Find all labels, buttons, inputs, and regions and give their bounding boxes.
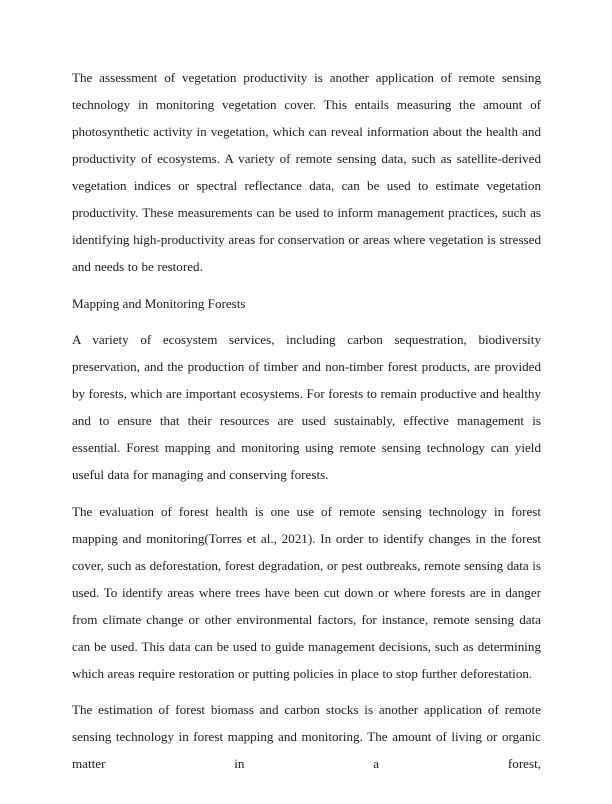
- document-text-body: [72, 64, 541, 804]
- paragraph-forest-biomass-carbon-stocks: The estimation of forest biomass and carbon stocks is another application of remote sensing technology in forest mapping and monitoring. The amount of living or organic matter in a forest,: [72, 702, 541, 771]
- paragraph-vegetation-productivity: The assessment of vegetation productivity is another application of remote sensing technology in monitoring vegetation cover. This entails measuring the amount of photosynthetic activity in vegetation, which can reveal information about the health and productivity of ecosystems. A variety of remote sensing data, such as satellite-derived vegetation indices or spectral reflectance data, can be used to estimate vegetation productivity. These measurements can be used to inform management practices, such as identifying high-productivity areas for conservation or areas where vegetation is stressed and needs to be restored.: [72, 70, 541, 274]
- paragraph-forest-health-evaluation: The evaluation of forest health is one use of remote sensing technology in forest mapping and monitoring(Torres et al., 2021). In order to identify changes in the forest cover, such as deforestation, forest degradation, or pest outbreaks, remote sensing data is used. To identify areas where trees have been cut down or where forests are in danger from climate change or other environmental factors, for instance, remote sensing data can be used. This data can be used to guide management decisions, such as determining which areas require restoration or putting policies in place to stop further deforestation.: [72, 503, 541, 681]
- heading-mapping-and-monitoring-forests: Mapping and Monitoring Forests: [72, 295, 246, 311]
- paragraph-ecosystem-services: A variety of ecosystem services, including carbon sequestration, biodiversity preservation, and the production of timber and non-timber forest products, are provided by forests, which are important ecosystems. For forests to remain productive and healthy and to ensure that their resources are used sustainably, effective management is essential. Forest mapping and monitoring using remote sensing technology can yield useful data for managing and conserving forests.: [72, 332, 541, 482]
